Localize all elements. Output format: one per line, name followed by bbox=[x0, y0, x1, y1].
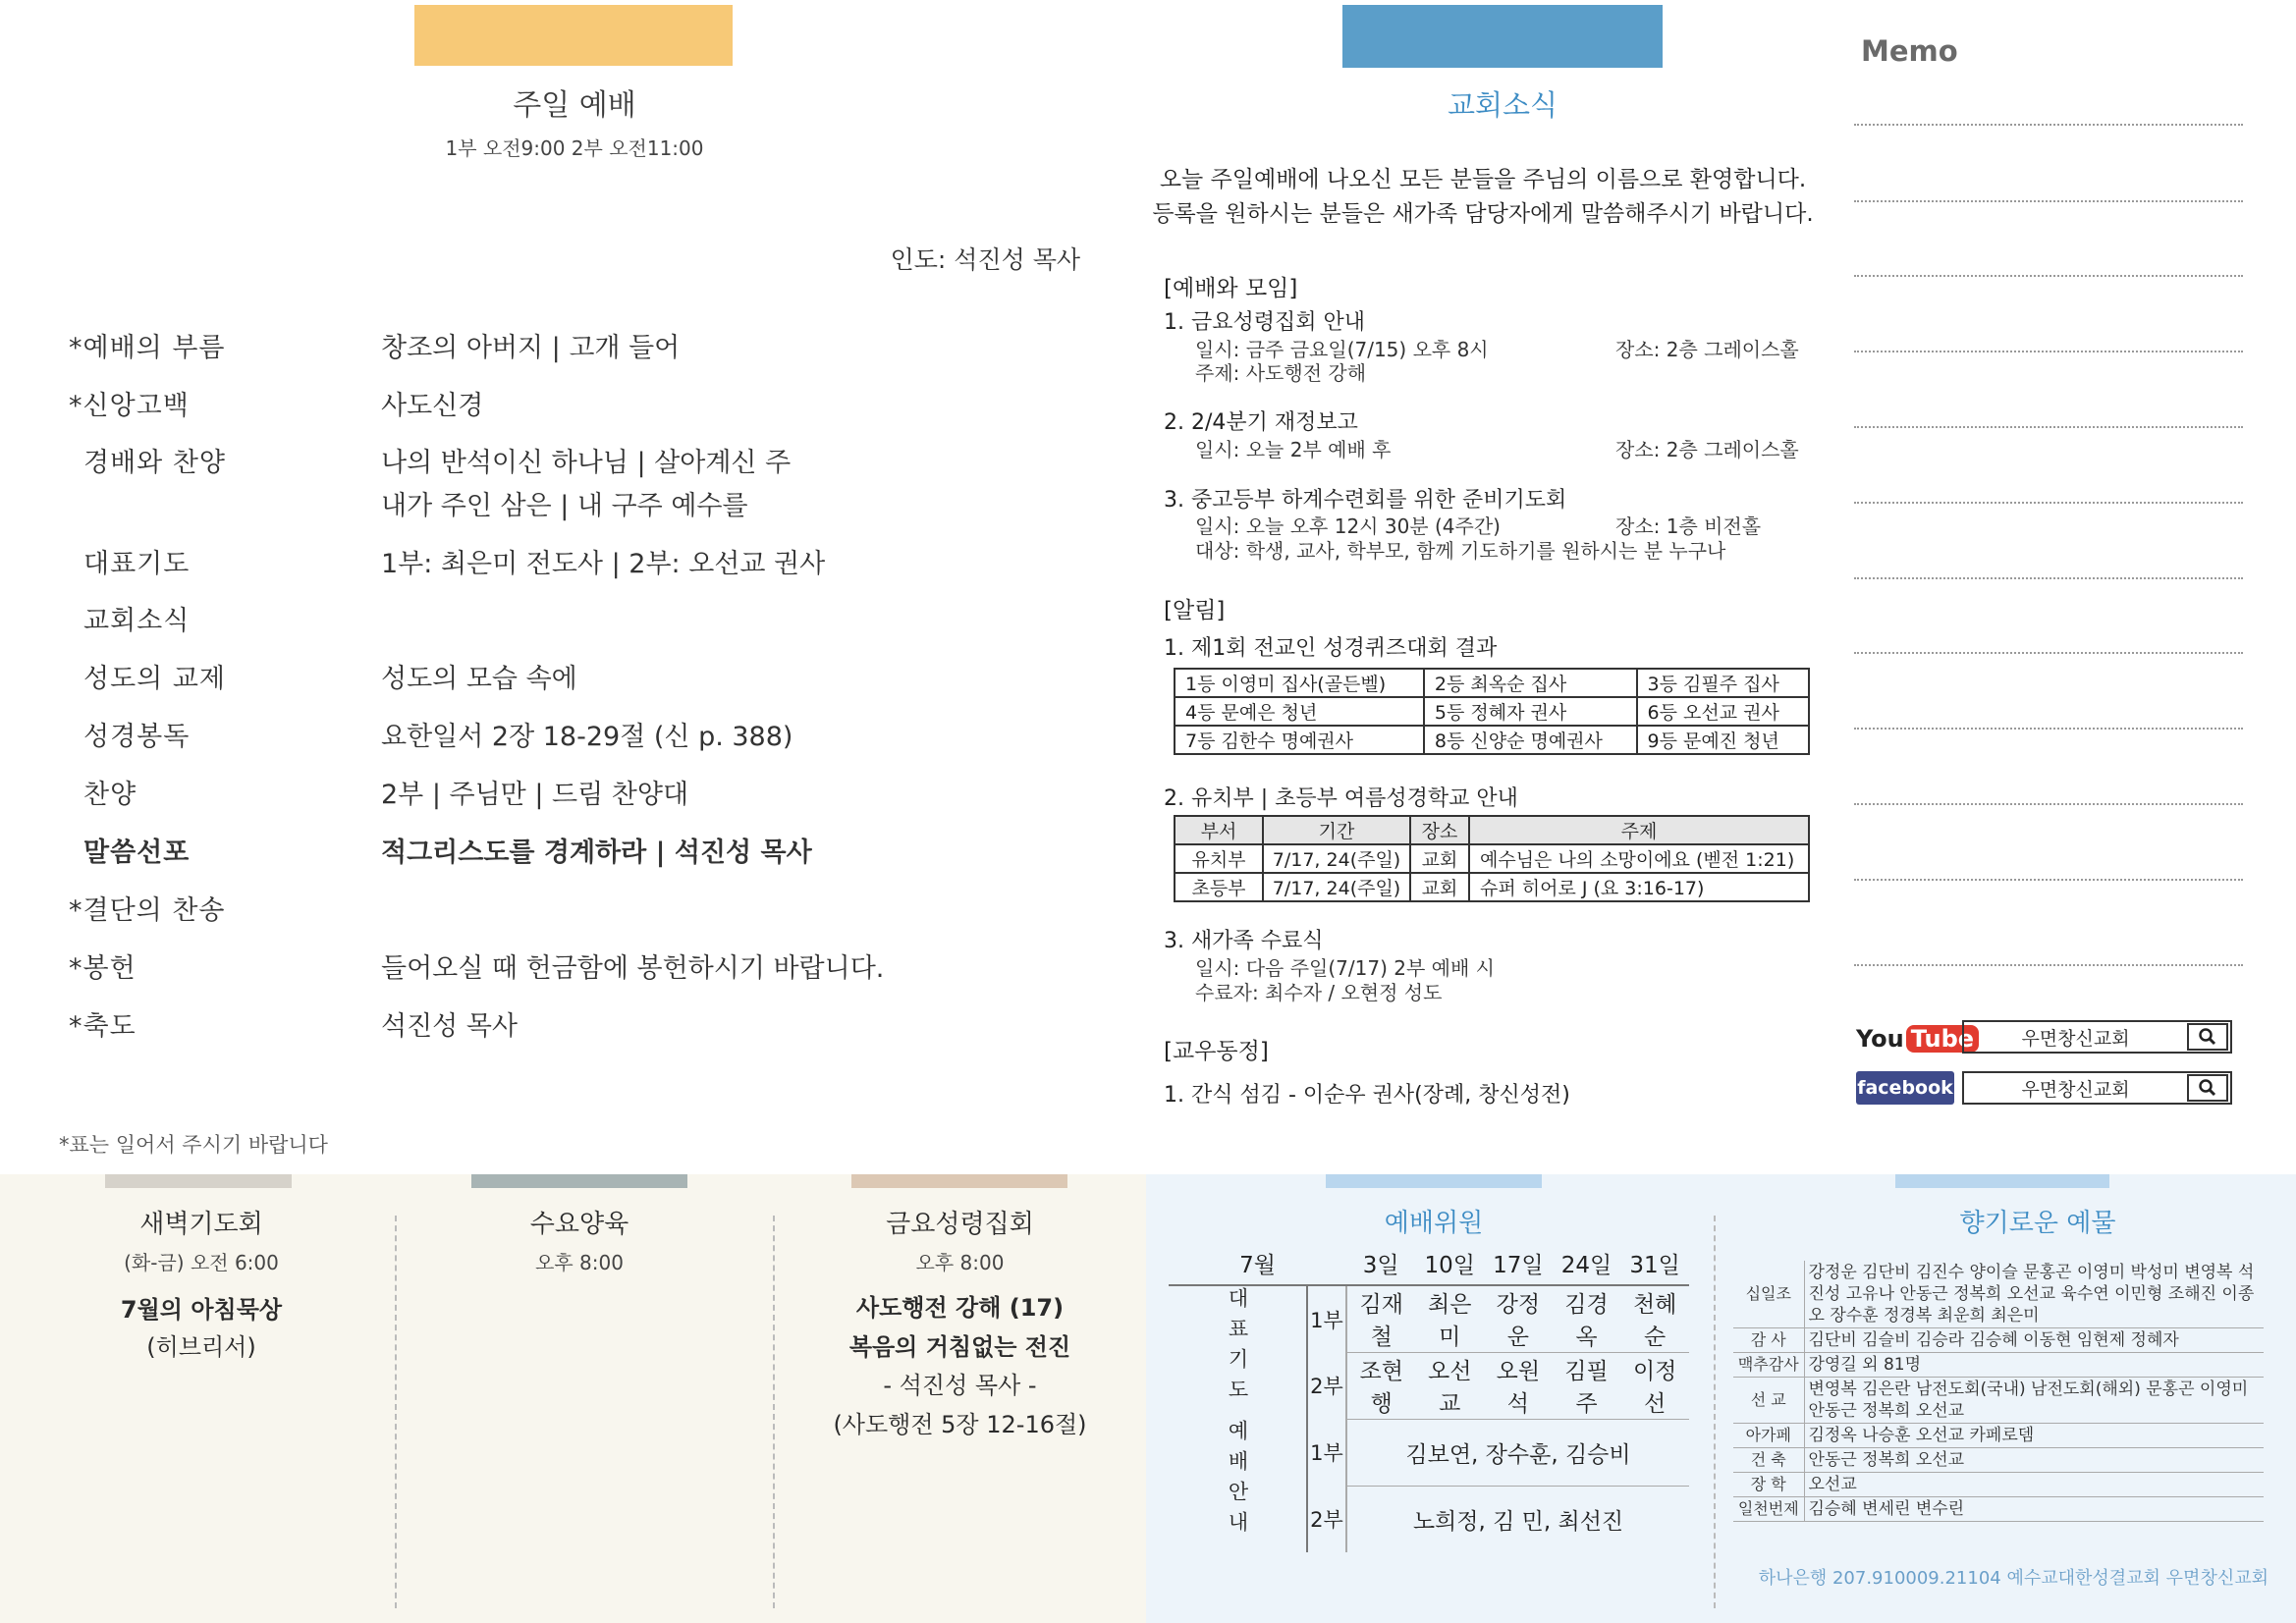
divider bbox=[1714, 1216, 1716, 1608]
table-row bbox=[1733, 1424, 2264, 1448]
worship-title: 주일 예배 bbox=[513, 88, 636, 123]
offering-names: 안동근 정복희 오선교 bbox=[1804, 1448, 2264, 1473]
table-cell: 8등 신양순 명예권사 bbox=[1424, 726, 1637, 754]
table-cell: 9등 문예진 청년 bbox=[1637, 726, 1809, 754]
table-row bbox=[1733, 1473, 2264, 1497]
table-cell: 7/17, 24(주일) bbox=[1263, 873, 1410, 901]
facebook-search-text: 우면창신교회 bbox=[2021, 1078, 2130, 1101]
order-label: *봉헌 bbox=[69, 953, 137, 984]
part-label: 2부 bbox=[1307, 1486, 1346, 1552]
prayer-side-label bbox=[1169, 1285, 1307, 1419]
memo-line bbox=[1854, 577, 2243, 579]
offering-names: 변영복 김은란 남전도회(국내) 남전도회(해외) 문홍곤 이영미 안동근 정복희 오선교 bbox=[1804, 1378, 2264, 1424]
order-row bbox=[69, 773, 1070, 812]
table-cell: 3등 김필주 집사 bbox=[1637, 669, 1809, 697]
table-header-row bbox=[1175, 816, 1809, 844]
table-row bbox=[1169, 1285, 1689, 1352]
offering-type: 아가페 bbox=[1733, 1424, 1804, 1448]
friday-time: 오후 8:00 bbox=[915, 1251, 1005, 1274]
table-cell: 교회 bbox=[1410, 873, 1469, 901]
memo-line bbox=[1854, 964, 2243, 966]
offering-table bbox=[1733, 1261, 2264, 1522]
order-label: *예배의 부름 bbox=[69, 333, 226, 363]
offering-names: 오선교 bbox=[1804, 1473, 2264, 1497]
table-cell: 최은미 bbox=[1415, 1285, 1484, 1352]
part-label: 1부 bbox=[1307, 1285, 1346, 1352]
news-item-heading: 1. 제1회 전교인 성경퀴즈대회 결과 bbox=[1164, 636, 1498, 661]
date-header: 17일 bbox=[1484, 1242, 1553, 1285]
welcome-message bbox=[1129, 163, 1836, 232]
month-label: 7월 bbox=[1169, 1242, 1346, 1285]
news-item-line: 일시: 오늘 2부 예배 후 bbox=[1195, 438, 1392, 461]
table-cell: 김필주 bbox=[1553, 1352, 1621, 1419]
part-label: 1부 bbox=[1307, 1419, 1346, 1486]
order-label: *결단의 찬송 bbox=[69, 895, 226, 926]
table-row bbox=[1733, 1448, 2264, 1473]
table-header: 장소 bbox=[1410, 816, 1469, 844]
table-cell: 교회 bbox=[1410, 844, 1469, 873]
news-item-place: 장소: 2층 그레이스홀 bbox=[1615, 438, 1799, 461]
table-cell: 7/17, 24(주일) bbox=[1263, 844, 1410, 873]
table-cell: 2등 최옥순 집사 bbox=[1424, 669, 1637, 697]
wednesday-time: 오후 8:00 bbox=[535, 1251, 624, 1274]
table-row bbox=[1175, 726, 1809, 754]
order-row bbox=[69, 1004, 1070, 1044]
table-cell: 오선교 bbox=[1415, 1352, 1484, 1419]
section-heading: [알림] bbox=[1164, 598, 1226, 623]
order-label: *신앙고백 bbox=[69, 391, 190, 421]
offering-type: 장 학 bbox=[1733, 1473, 1804, 1497]
memo-line bbox=[1854, 200, 2243, 202]
order-value: 들어오실 때 헌금함에 봉헌하시기 바랍니다. bbox=[381, 953, 885, 984]
memo-line bbox=[1854, 275, 2243, 277]
worship-leader: 인도: 석진성 목사 bbox=[890, 245, 1080, 274]
worship-time: 1부 오전9:00 2부 오전11:00 bbox=[445, 136, 704, 160]
news-item-heading: 1. 간식 섬김 - 이순우 권사(장례, 창신성전) bbox=[1164, 1083, 1570, 1108]
table-cell: 1등 이영미 집사(골든벨) bbox=[1175, 669, 1424, 697]
order-value: 사도신경 bbox=[381, 391, 484, 421]
news-item-line: 수료자: 최수자 / 오현정 성도 bbox=[1195, 981, 1443, 1004]
order-label: 말씀선포 bbox=[83, 838, 191, 868]
offering-names: 김승혜 변세린 변수린 bbox=[1804, 1497, 2264, 1522]
memo-line bbox=[1854, 124, 2243, 126]
news-title: 교회소식 bbox=[1447, 88, 1558, 122]
table-row bbox=[1175, 873, 1809, 901]
order-value: 성도의 모습 속에 bbox=[381, 664, 577, 694]
order-value: 내가 주인 삼은 | 내 구주 예수를 bbox=[381, 491, 748, 521]
bible-school-table bbox=[1174, 815, 1810, 902]
welcome-line: 오늘 주일예배에 나오신 모든 분들을 주님의 이름으로 환영합니다. bbox=[1159, 167, 1807, 192]
table-cell: 6등 오선교 권사 bbox=[1637, 697, 1809, 726]
news-item-heading: 2. 유치부 | 초등부 여름성경학교 안내 bbox=[1164, 786, 1518, 811]
news-item-line: 대상: 학생, 교사, 학부모, 함께 기도하기를 원하시는 분 누구나 bbox=[1195, 539, 1726, 563]
youtube-logo-tube: Tube bbox=[1906, 1025, 1979, 1053]
date-header: 10일 bbox=[1415, 1242, 1484, 1285]
table-cell: 유치부 bbox=[1175, 844, 1263, 873]
table-cell: 천혜순 bbox=[1620, 1285, 1689, 1352]
table-row bbox=[1733, 1497, 2264, 1522]
committee-table bbox=[1169, 1242, 1689, 1552]
table-row bbox=[1175, 669, 1809, 697]
offering-names: 강정운 김단비 김진수 양이슬 문홍곤 이영미 박성미 변영복 석진성 고유나 안동근 정복희 오선교 육수연 이민형 조해진 이종오 장수훈 정경복 최운희 최은미 bbox=[1804, 1261, 2264, 1328]
table-row bbox=[1169, 1419, 1689, 1486]
wednesday-header-bar bbox=[471, 1174, 687, 1188]
committee-header-bar bbox=[1326, 1174, 1542, 1188]
memo-line bbox=[1854, 728, 2243, 730]
table-row bbox=[1733, 1378, 2264, 1424]
date-header: 3일 bbox=[1346, 1242, 1415, 1285]
order-label: 찬양 bbox=[83, 780, 137, 810]
news-item-line: 주제: 사도행전 강해 bbox=[1195, 361, 1367, 385]
table-cell: 예수님은 나의 소망이에요 (벧전 1:21) bbox=[1469, 844, 1809, 873]
news-item-place: 장소: 1층 비전홀 bbox=[1615, 514, 1762, 538]
order-row bbox=[69, 542, 1070, 581]
divider bbox=[395, 1216, 397, 1608]
offering-type: 감 사 bbox=[1733, 1328, 1804, 1353]
memo-title: Memo bbox=[1861, 34, 1958, 68]
memo-line bbox=[1854, 351, 2243, 352]
worship-header-bar bbox=[414, 5, 733, 66]
stand-note: *표는 일어서 주시기 바랍니다 bbox=[59, 1133, 328, 1157]
committee-title: 예배위원 bbox=[1384, 1209, 1484, 1238]
offering-names: 김정옥 나승훈 오선교 카페로뎀 bbox=[1804, 1424, 2264, 1448]
youtube-logo[interactable] bbox=[1856, 1019, 1975, 1058]
wednesday-title: 수요양육 bbox=[529, 1210, 629, 1239]
news-item-heading: 1. 금요성령집회 안내 bbox=[1164, 310, 1365, 335]
youtube-search-box[interactable] bbox=[1962, 1020, 2232, 1054]
dawn-prayer-topic: 7월의 아침묵상 bbox=[120, 1296, 283, 1324]
friday-header-bar bbox=[851, 1174, 1067, 1188]
side-label-text: 예배안내 bbox=[1226, 1420, 1249, 1542]
table-cell: 강정운 bbox=[1484, 1285, 1553, 1352]
search-icon[interactable] bbox=[2187, 1074, 2228, 1102]
dawn-prayer-book: (히브리서) bbox=[146, 1333, 256, 1361]
news-item-heading: 2. 2/4분기 재정보고 bbox=[1164, 410, 1358, 435]
order-row-sermon bbox=[69, 831, 1070, 870]
offering-header-bar bbox=[1895, 1174, 2109, 1188]
section-heading: [예배와 모임] bbox=[1164, 276, 1298, 301]
table-cell: 노희정, 김 민, 최선진 bbox=[1412, 1508, 1624, 1535]
memo-line bbox=[1854, 426, 2243, 428]
order-label: *축도 bbox=[69, 1011, 137, 1042]
news-item-line: 일시: 다음 주일(7/17) 2부 예배 시 bbox=[1195, 956, 1495, 980]
dawn-prayer-title: 새벽기도회 bbox=[139, 1210, 263, 1239]
order-row bbox=[69, 599, 1070, 638]
order-value: 2부 | 주님만 | 드림 찬양대 bbox=[381, 780, 689, 810]
table-header: 부서 bbox=[1175, 816, 1263, 844]
table-cell: 이정선 bbox=[1620, 1352, 1689, 1419]
memo-line bbox=[1854, 879, 2243, 881]
news-item-line: 일시: 금주 금요일(7/15) 오후 8시 bbox=[1195, 338, 1489, 361]
table-header: 기간 bbox=[1263, 816, 1410, 844]
table-cell: 김경옥 bbox=[1553, 1285, 1621, 1352]
part-label: 2부 bbox=[1307, 1352, 1346, 1419]
table-row bbox=[1733, 1328, 2264, 1353]
order-value: 적그리스도를 경계하라 | 석진성 목사 bbox=[381, 838, 812, 868]
table-header: 주제 bbox=[1469, 816, 1809, 844]
order-row bbox=[69, 715, 1070, 754]
friday-title: 금요성령집회 bbox=[886, 1210, 1034, 1239]
table-cell: 초등부 bbox=[1175, 873, 1263, 901]
youtube-search-text: 우면창신교회 bbox=[2021, 1027, 2130, 1050]
table-cell: 조현행 bbox=[1346, 1352, 1415, 1419]
friday-series: 사도행전 강해 (17) bbox=[855, 1294, 1065, 1322]
table-row bbox=[1175, 844, 1809, 873]
table-cell: 오원석 bbox=[1484, 1352, 1553, 1419]
order-row bbox=[69, 384, 1070, 423]
order-label: 성도의 교제 bbox=[83, 664, 226, 694]
offering-type: 건 축 bbox=[1733, 1448, 1804, 1473]
facebook-logo[interactable]: facebook bbox=[1856, 1071, 1954, 1105]
welcome-line: 등록을 원하시는 분들은 새가족 담당자에게 말씀해주시기 바랍니다. bbox=[1152, 201, 1814, 227]
order-label: 성경봉독 bbox=[83, 722, 191, 752]
facebook-search-box[interactable] bbox=[1962, 1071, 2232, 1105]
order-label: 교회소식 bbox=[83, 606, 191, 636]
table-header-row bbox=[1169, 1242, 1689, 1285]
table-cell: 슈퍼 히어로 J (요 3:16-17) bbox=[1469, 873, 1809, 901]
news-item-heading: 3. 중고등부 하계수련회를 위한 준비기도회 bbox=[1164, 488, 1567, 513]
offering-type: 선 교 bbox=[1733, 1378, 1804, 1424]
table-cell: 7등 김한수 명예권사 bbox=[1175, 726, 1424, 754]
order-value: 1부: 최은미 전도사 | 2부: 오선교 권사 bbox=[381, 549, 826, 579]
order-label: 경배와 찬양 bbox=[83, 448, 226, 478]
order-row bbox=[69, 947, 1070, 986]
table-cell: 김보연, 장수훈, 김승비 bbox=[1346, 1419, 1689, 1486]
table-row bbox=[1175, 697, 1809, 726]
dawn-prayer-time: (화-금) 오전 6:00 bbox=[124, 1251, 279, 1274]
offering-type: 일천번제 bbox=[1733, 1497, 1804, 1522]
date-header: 24일 bbox=[1553, 1242, 1621, 1285]
usher-side-label bbox=[1169, 1419, 1307, 1552]
side-label-text: 대표기도 bbox=[1226, 1286, 1249, 1409]
divider bbox=[773, 1216, 775, 1608]
order-value: 요한일서 2장 18-29절 (신 p. 388) bbox=[381, 722, 793, 752]
memo-line bbox=[1854, 652, 2243, 654]
bank-account: 하나은행 207.910009.21104 예수교대한성결교회 우면창신교회 bbox=[1758, 1568, 2269, 1589]
order-row bbox=[69, 441, 1070, 480]
quiz-results-table bbox=[1174, 668, 1810, 755]
memo-line bbox=[1854, 803, 2243, 805]
order-row bbox=[69, 657, 1070, 696]
order-value: 석진성 목사 bbox=[381, 1011, 518, 1042]
news-item-place: 장소: 2층 그레이스홀 bbox=[1615, 338, 1799, 361]
table-cell: 4등 문예은 청년 bbox=[1175, 697, 1424, 726]
offering-type: 십일조 bbox=[1733, 1261, 1804, 1328]
date-header: 31일 bbox=[1620, 1242, 1689, 1285]
news-item-line: 일시: 오늘 오후 12시 30분 (4주간) bbox=[1195, 514, 1501, 538]
order-value: 나의 반석이신 하나님 | 살아계신 주 bbox=[381, 448, 792, 478]
friday-passage: (사도행전 5장 12-16절) bbox=[833, 1411, 1087, 1438]
table-cell: 김재철 bbox=[1346, 1285, 1415, 1352]
youtube-logo-you: You bbox=[1856, 1025, 1904, 1053]
news-item-heading: 3. 새가족 수료식 bbox=[1164, 929, 1324, 953]
friday-preacher: - 석진성 목사 - bbox=[883, 1372, 1037, 1399]
offering-type: 맥추감사 bbox=[1733, 1353, 1804, 1378]
table-row bbox=[1733, 1353, 2264, 1378]
offering-names: 강영길 외 81명 bbox=[1804, 1353, 2264, 1378]
news-header-bar bbox=[1342, 5, 1663, 68]
offering-title: 향기로운 예물 bbox=[1959, 1209, 2116, 1238]
search-icon[interactable] bbox=[2187, 1023, 2228, 1051]
table-row bbox=[1733, 1261, 2264, 1328]
offering-names: 김단비 김슬비 김승라 김승혜 이동현 임현제 정혜자 bbox=[1804, 1328, 2264, 1353]
friday-sermon-title: 복음의 거침없는 전진 bbox=[848, 1333, 1071, 1361]
order-row bbox=[69, 889, 1070, 928]
table-cell: 5등 정혜자 권사 bbox=[1424, 697, 1637, 726]
memo-line bbox=[1854, 502, 2243, 504]
order-label: 대표기도 bbox=[83, 549, 191, 579]
dawn-header-bar bbox=[105, 1174, 292, 1188]
section-heading: [교우동정] bbox=[1164, 1039, 1269, 1064]
order-row bbox=[69, 326, 1070, 365]
order-row-continued bbox=[69, 484, 1070, 523]
order-value: 창조의 아버지 | 고개 들어 bbox=[381, 333, 681, 363]
